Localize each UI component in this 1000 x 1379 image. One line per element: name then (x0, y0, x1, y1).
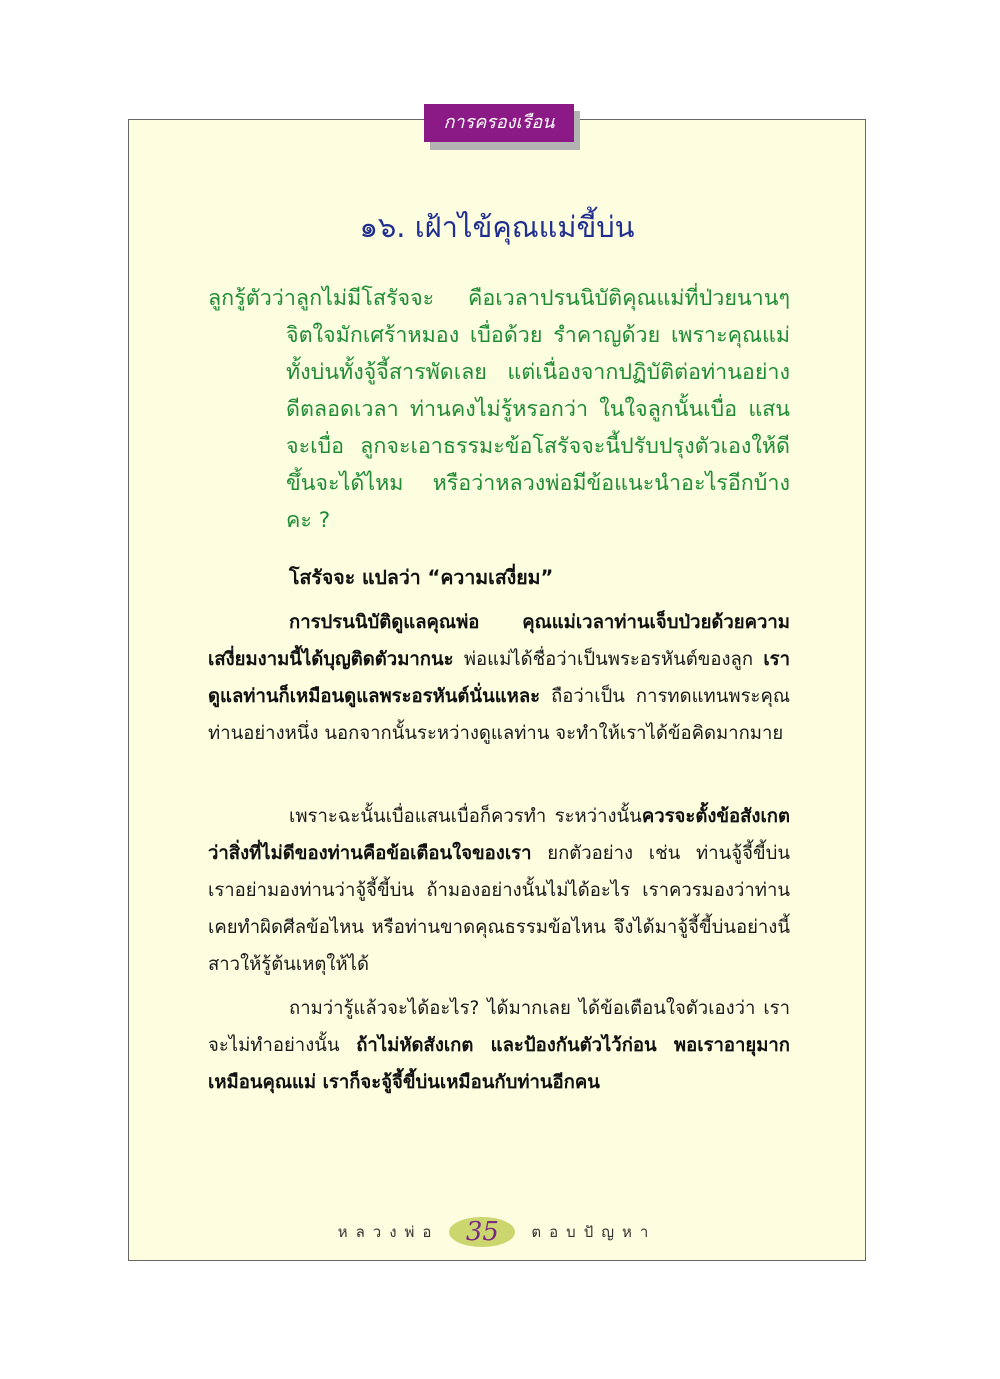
paragraph-text: เพราะฉะนั้นเบื่อแสนเบื่อก็ควรทำ ระหว่างนั้น (289, 806, 642, 827)
question-text: ลูกรู้ตัวว่าลูกไม่มีโสรัจจะ คือเวลาปรนนิบัติคุณแม่ที่ป่วยนานๆ จิตใจมักเศร้าหมอง เบื่อด้วย รำคาญด้วย เพราะคุณแม่ทั้งบ่นทั้งจู้จี้สารพัดเลย แต่เนื่องจากปฏิบัติต่อท่านอย่างดีตลอดเวลา ท่านคงไม่รู้หรอกว่า ในใจลูกนั้นเบื่อ แสนจะเบื่อ ลูกจะเอาธรรมะข้อโสรัจจะนี้ปรับปรุงตัวเองให้ดีขึ้นจะได้ไหม หรือว่าหลวงพ่อมีข้อแนะนำอะไรอีกบ้างคะ ? (208, 286, 790, 533)
answer-paragraph-2 (208, 798, 790, 983)
paragraph-text: ถามว่ารู้แล้วจะได้อะไร? ได้มากเลย ได้ข้อเตือนใจตัวเองว่า เราจะไม่ทำอย่างนั้น (208, 998, 790, 1056)
paragraph-text: ถือว่าเป็น การทดแทนพระคุณท่านอย่างหนึ่ง นอกจากนั้นระหว่างดูแลท่าน จะทำให้เราได้ข้อคิดมากมาย (208, 686, 790, 744)
chapter-title: ๑๖. เฝ้าไข้คุณแม่ขี้บ่น (359, 210, 635, 244)
answer-heading: โสรัจจะ แปลว่า “ความเสงี่ยม” (289, 566, 554, 589)
footer-left-text: หลวงพ่อ (337, 1223, 440, 1241)
bold-phrase: ควรจะตั้งข้อสังเกตว่าสิ่งที่ไม่ดีของท่านคือข้อเตือนใจของเรา (208, 806, 790, 864)
bold-phrase: ถ้าไม่หัดสังเกต และป้องกันตัวไว้ก่อน พอเราอายุมากเหมือนคุณแม่ เราก็จะจู้จี้ขี้บ่นเหมือนกับท่านอีกคน (208, 1035, 790, 1093)
paragraph-text: พ่อแม่ได้ชื่อว่าเป็นพระอรหันต์ของลูก (453, 649, 764, 670)
category-tab: การครองเรือน (424, 104, 574, 142)
footer-right-text: ตอบปัญหา (531, 1223, 657, 1241)
answer-paragraph-3 (208, 990, 790, 1101)
page-footer (128, 1212, 866, 1252)
paragraph-text: ยกตัวอย่าง เช่น ท่านจู้จี้ขี้บ่น เราอย่ามองท่านว่าจู้จี้ขี้บ่น ถ้ามองอย่างนั้นไม่ได้อะไร เราควรมองว่าท่านเคยทำผิดศีลข้อไหน หรือท่านขาดคุณธรรมข้อไหน จึงได้มาจู้จี้ขี้บ่นอย่างนี้ สาวให้รู้ต้นเหตุให้ได้ (208, 843, 790, 975)
bold-phrase: เราดูแลท่านก็เหมือนดูแลพระอรหันต์นั่นแหละ (208, 649, 790, 707)
answer-paragraph-1 (208, 604, 790, 752)
page-number: 35 (449, 1217, 515, 1247)
bold-phrase: การปรนนิบัติดูแลคุณพ่อ คุณแม่เวลาท่านเจ็บป่วยด้วยความเสงี่ยมงามนี้ได้บุญติดตัวมากนะ (208, 612, 790, 670)
